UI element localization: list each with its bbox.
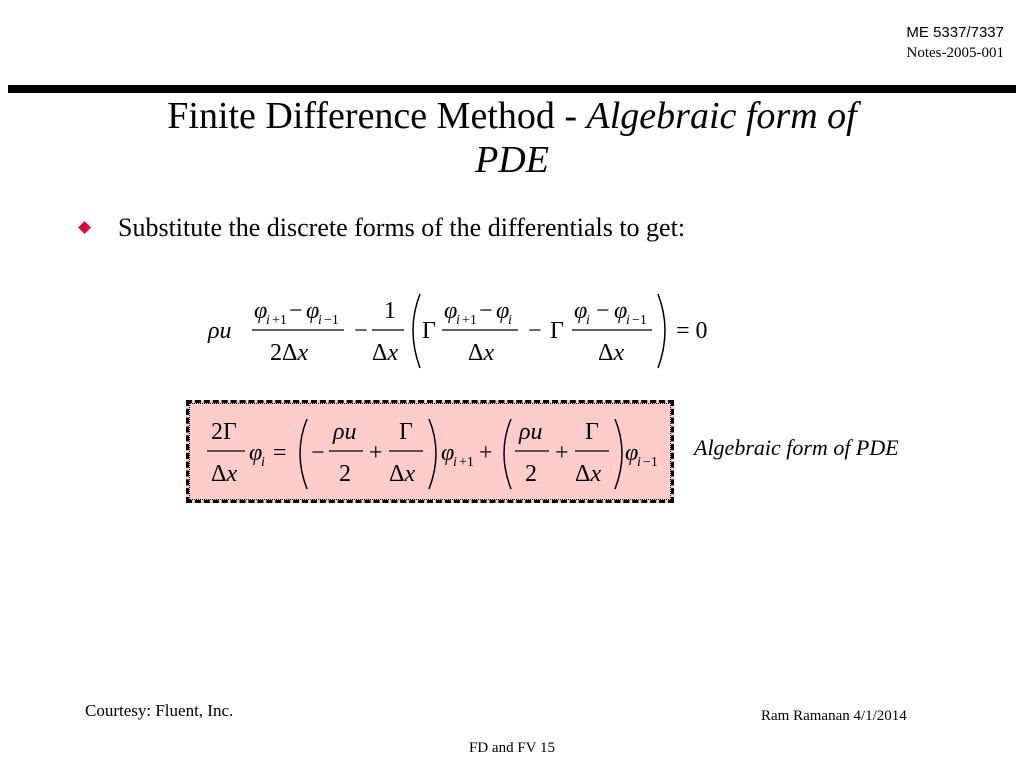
svg-text:Γ: Γ bbox=[399, 419, 413, 445]
svg-text:=: = bbox=[273, 440, 287, 466]
header-rule bbox=[8, 85, 1016, 93]
svg-text:i: i bbox=[266, 313, 270, 328]
notes-id: Notes-2005-001 bbox=[906, 45, 1004, 61]
svg-text:Δx: Δx bbox=[598, 340, 625, 366]
svg-text:−: − bbox=[311, 440, 325, 466]
svg-text:φ: φ bbox=[249, 440, 263, 466]
svg-text:−1: −1 bbox=[632, 313, 647, 328]
svg-text:+: + bbox=[369, 440, 383, 466]
algebraic-equation-box bbox=[186, 400, 674, 503]
svg-text:Γ: Γ bbox=[422, 318, 436, 344]
diamond-bullet-icon bbox=[78, 221, 91, 234]
svg-text:+1: +1 bbox=[462, 313, 477, 328]
svg-text:−: − bbox=[354, 318, 368, 344]
page-number: FD and FV 15 bbox=[469, 740, 555, 756]
svg-text:−: − bbox=[596, 298, 610, 324]
svg-text:Γ: Γ bbox=[550, 318, 564, 344]
svg-text:i: i bbox=[637, 455, 641, 470]
bullet-text: Substitute the discrete forms of the differentials to get: bbox=[118, 213, 686, 242]
title-main: Finite Difference Method - bbox=[167, 95, 587, 137]
svg-text:φ: φ bbox=[574, 298, 588, 324]
svg-text:ρu: ρu bbox=[333, 419, 357, 445]
svg-text:φ: φ bbox=[441, 440, 455, 466]
svg-text:φ: φ bbox=[614, 298, 628, 324]
svg-text:Δx: Δx bbox=[389, 461, 416, 487]
course-code: ME 5337/7337 bbox=[906, 24, 1004, 41]
svg-text:−1: −1 bbox=[324, 313, 339, 328]
svg-text:Δx: Δx bbox=[575, 461, 602, 487]
svg-text:2Δx: 2Δx bbox=[270, 340, 309, 366]
svg-text:i: i bbox=[261, 455, 265, 470]
svg-text:+1: +1 bbox=[272, 313, 287, 328]
svg-text:1: 1 bbox=[384, 298, 396, 324]
svg-text:i: i bbox=[626, 313, 630, 328]
svg-text:ρu: ρu bbox=[519, 419, 543, 445]
svg-text:i: i bbox=[318, 313, 322, 328]
svg-text:−: − bbox=[528, 318, 542, 344]
courtesy-note: Courtesy: Fluent, Inc. bbox=[85, 701, 234, 720]
svg-text:ρu: ρu bbox=[208, 318, 232, 344]
svg-text:−1: −1 bbox=[643, 455, 658, 470]
svg-text:Γ: Γ bbox=[585, 419, 599, 445]
svg-text:i: i bbox=[586, 313, 590, 328]
svg-text:i: i bbox=[508, 313, 512, 328]
svg-text:φ: φ bbox=[306, 298, 320, 324]
svg-text:2: 2 bbox=[339, 461, 351, 487]
algebraic-equation bbox=[189, 403, 671, 500]
svg-text:Δx: Δx bbox=[211, 461, 238, 487]
svg-text:i: i bbox=[453, 455, 457, 470]
svg-text:φ: φ bbox=[496, 298, 510, 324]
svg-text:−: − bbox=[479, 298, 493, 324]
svg-text:φ: φ bbox=[625, 440, 639, 466]
svg-text:φ: φ bbox=[444, 298, 458, 324]
svg-text:+: + bbox=[479, 440, 493, 466]
svg-text:i: i bbox=[456, 313, 460, 328]
author-date: Ram Ramanan 4/1/2014 bbox=[761, 708, 907, 724]
svg-text:2: 2 bbox=[525, 461, 537, 487]
algebraic-form-label: Algebraic form of PDE bbox=[694, 435, 899, 460]
title-italic: Algebraic form of bbox=[586, 95, 857, 137]
svg-text:+1: +1 bbox=[459, 455, 474, 470]
slide-title bbox=[0, 94, 1024, 182]
svg-text:+: + bbox=[555, 440, 569, 466]
title-line2: PDE bbox=[475, 139, 549, 181]
svg-text:−: − bbox=[289, 298, 303, 324]
svg-text:φ: φ bbox=[254, 298, 268, 324]
discrete-equation bbox=[200, 282, 720, 372]
svg-text:Δx: Δx bbox=[468, 340, 495, 366]
svg-text:= 0: = 0 bbox=[676, 318, 708, 344]
svg-text:2Γ: 2Γ bbox=[211, 419, 237, 445]
svg-text:Δx: Δx bbox=[372, 340, 399, 366]
